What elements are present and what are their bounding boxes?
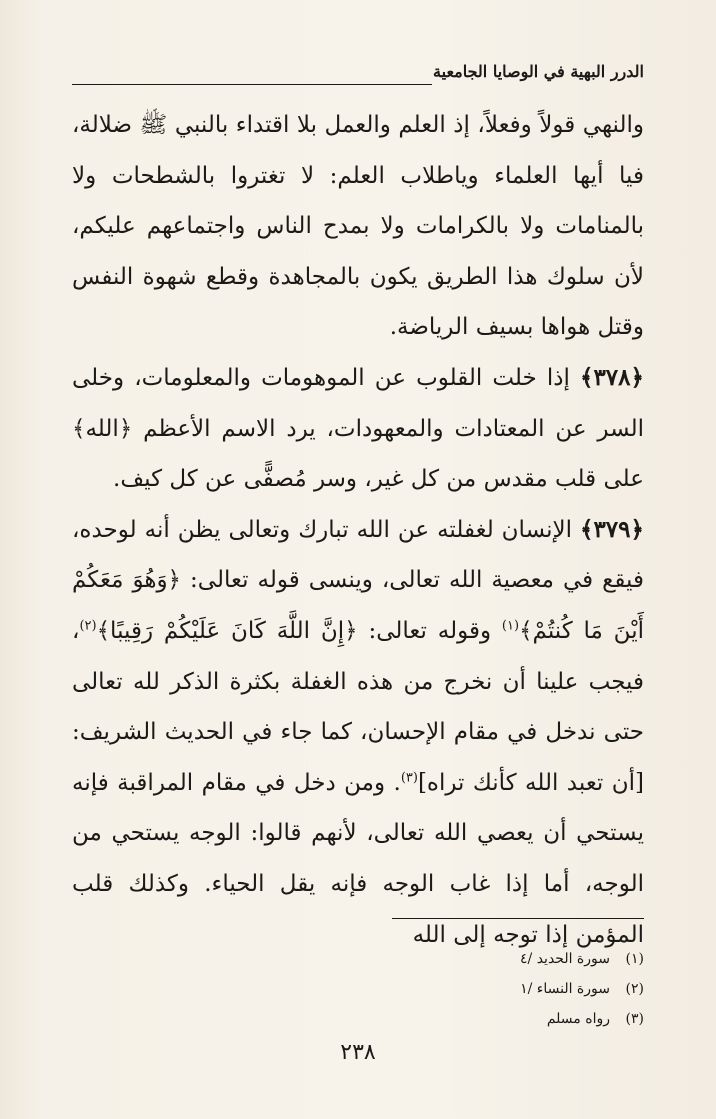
footnote-number: (١) — [625, 951, 644, 967]
footnote-text: سورة النساء /١ — [520, 981, 610, 997]
footnotes — [344, 944, 644, 1034]
paragraph-text: والنهي قولاً وفعلاً، إذ العلم والعمل بلا اقتداء بالنبي ﷺ ضلالة، فيا أيها العلماء وياطلاب العلم: لا تغتروا بالشطحات ولا بالمنامات ولا بالكرامات ولا بمدح الناس واجتماعهم عليكم، لأن سلوك هذا الطريق يكون بالمجاهدة وقطع شهوة النفس وقتل هواها بسيف الرياضة. — [72, 112, 644, 341]
paragraph-379 — [72, 505, 644, 960]
paragraph-text: وقوله تعالى: ﴿إِنَّ اللَّهَ كَانَ عَلَيْكُمْ رَقِيبًا﴾ — [96, 617, 502, 644]
footnote-ref-3[interactable]: (٣) — [400, 770, 418, 786]
paragraph-1 — [72, 100, 644, 353]
footnote-text: سورة الحديد /٤ — [520, 951, 610, 967]
running-header — [72, 60, 644, 90]
paragraph-number: ﴿٣٧٩﴾ — [579, 515, 644, 543]
footnote-text: رواه مسلم — [546, 1011, 610, 1027]
footnote-number: (٣) — [625, 1011, 644, 1027]
footnote-3 — [344, 1004, 644, 1034]
paragraph-number: ﴿٣٧٨﴾ — [579, 363, 644, 391]
main-text — [72, 100, 644, 960]
footnote-2 — [344, 974, 644, 1004]
paragraph-text: إذا خلت القلوب عن الموهومات والمعلومات، وخلى السر عن المعتادات والمعهودات، يرد الاسم الأعظم ﴿الله﴾ على قلب مقدس من كل غير، وسر مُصفًّى عن كل كيف. — [72, 364, 644, 493]
paragraph-text: الإنسان لغفلته عن الله تبارك وتعالى يظن أنه لوحده، فيقع في معصية الله تعالى، وينسى قوله تعالى: ﴿وَهُوَ مَعَكُمْ أَيْنَ مَا كُنتُمْ﴾ — [72, 516, 644, 644]
book-title: الدرر البهية في الوصايا الجامعية — [433, 62, 644, 81]
header-rule — [72, 84, 432, 85]
paragraph-378 — [72, 353, 644, 505]
footnote-number: (٢) — [625, 981, 644, 997]
paragraph-text: ، فيجب علينا أن نخرج من هذه الغفلة بكثرة الذكر لله تعالى حتى ندخل في مقام الإحسان، كما جاء في الحديث الشريف: [أن تعبد الله كأنك تراه] — [72, 617, 644, 796]
footnote-1 — [344, 944, 644, 974]
footnote-rule — [392, 918, 644, 919]
paragraph-text: . ومن دخل في مقام المراقبة فإنه يستحي أن يعصي الله تعالى، لأنهم قالوا: الوجه يستحي من الوجه، أما إذا غاب الوجه فإنه يقل الحياء. وكذلك قلب المؤمن إذا توجه إلى الله — [72, 769, 644, 948]
page-number: ٢٣٨ — [340, 1040, 376, 1065]
footnote-ref-1[interactable]: (١) — [501, 618, 520, 634]
footnote-ref-2[interactable]: (٢) — [79, 618, 97, 634]
